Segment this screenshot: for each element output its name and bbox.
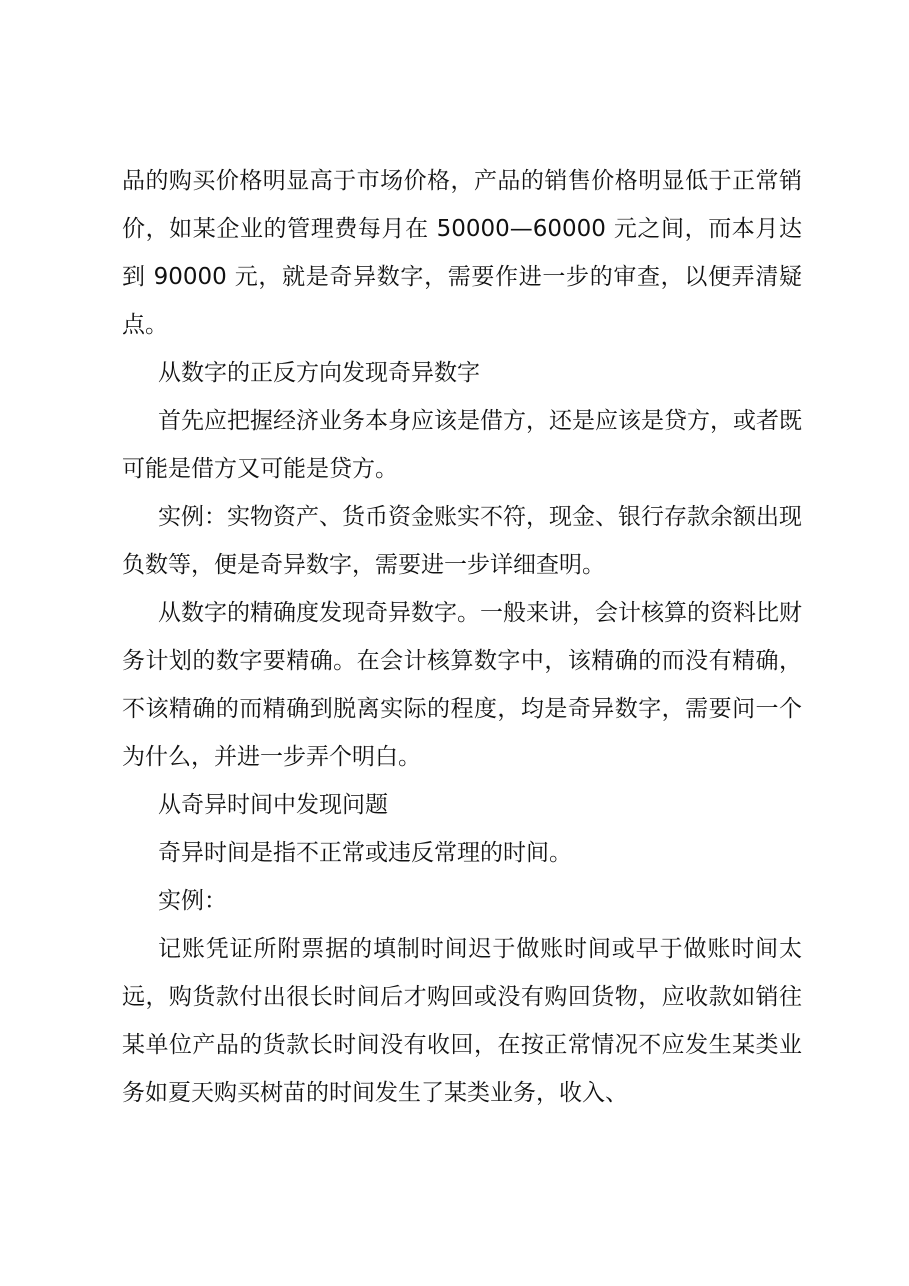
heading-sign-direction: 从数字的正反方向发现奇异数字 — [158, 360, 480, 386]
paragraph-4: 实例：实物资产、货币资金账实不符，现金、银行存款余额出现负数等，便是奇异数字，需要进一步详细查明。 — [122, 504, 802, 578]
paragraph-9: 记账凭证所附票据的填制时间迟于做账时间或早于做账时间太远，购货款付出很长时间后才购回或没有购回货物，应收款如销往某单位产品的货款长时间没有收回，在按正常情况不应发生某类业务如夏天购买树苗的时间发生了某类业务，收入、 — [122, 936, 802, 1106]
paragraph-7: 奇异时间是指不正常或违反常理的时间。 — [158, 840, 572, 866]
example-label: 实例： — [158, 888, 227, 914]
heading-odd-time: 从奇异时间中发现问题 — [158, 792, 388, 818]
paragraph-5: 从数字的精确度发现奇异数字。一般来讲，会计核算的资料比财务计划的数字要精确。在会计核算数字中，该精确的而没有精确，不该精确的而精确到脱离实际的程度，均是奇异数字，需要问一个为什么，并进一步弄个明白。 — [122, 600, 802, 770]
document-body — [122, 157, 802, 1117]
paragraph-1: 品的购买价格明显高于市场价格，产品的销售价格明显低于正常销价，如某企业的管理费每月在 50000—60000 元之间，而本月达到 90000 元，就是奇异数字，需要作进一步的审查，以便弄清疑点。 — [122, 168, 802, 338]
paragraph-3: 首先应把握经济业务本身应该是借方，还是应该是贷方，或者既可能是借方又可能是贷方。 — [122, 408, 802, 482]
